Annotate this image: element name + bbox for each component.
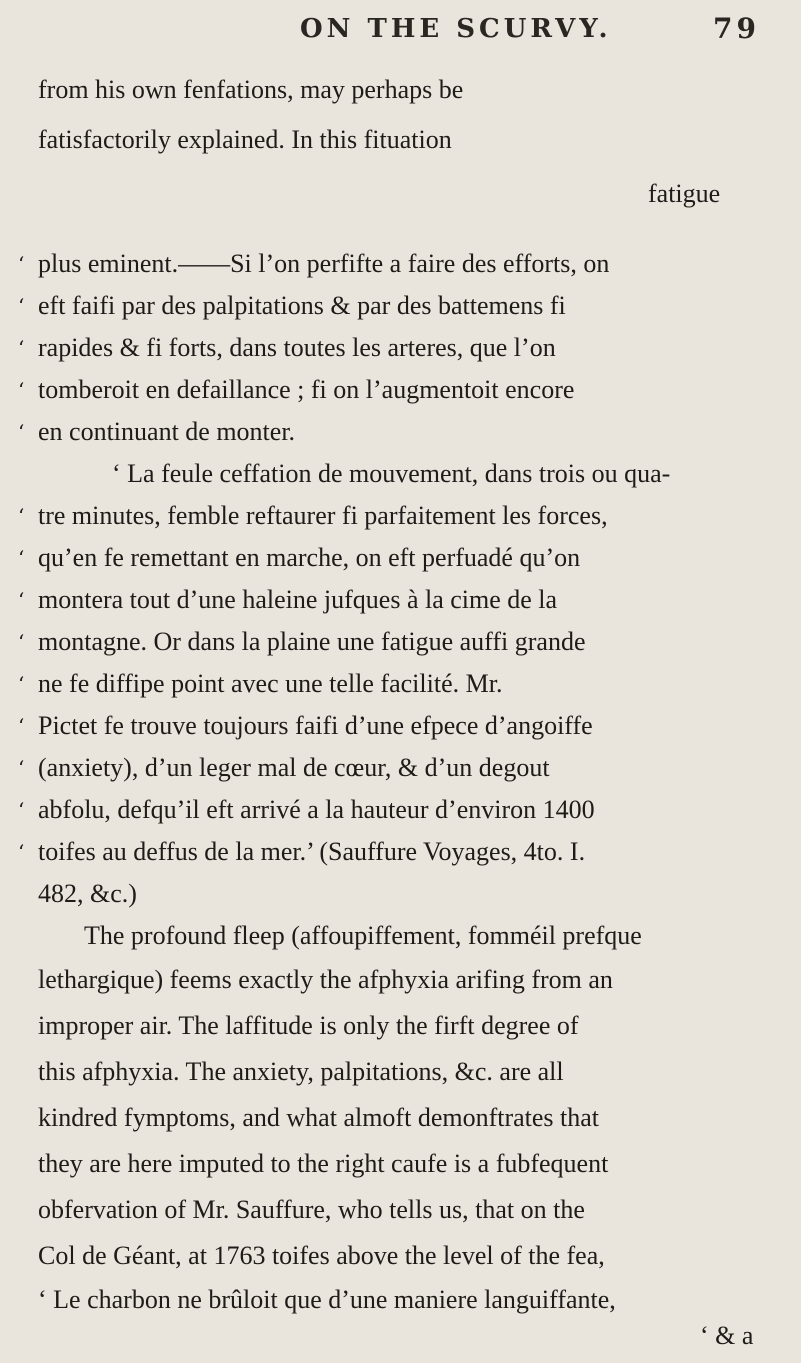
text-line: fatisfactorily explained. In this fituation (38, 125, 452, 154)
quote-mark: ‘ (18, 504, 25, 528)
quote-line: ‘ La feule ceffation de mouvement, dans trois ou qua- (112, 459, 671, 488)
text-line: improper air. The laffitude is only the firft degree of (38, 1011, 579, 1040)
quote-mark: ‘ (18, 252, 25, 276)
quote-line: plus eminent.——Si l’on perfifte a faire des efforts, on (38, 249, 610, 278)
catchword: fatigue (648, 179, 721, 208)
quote-mark: ‘ (18, 546, 25, 570)
text-line: obfervation of Mr. Sauffure, who tells us, that on the (38, 1195, 585, 1224)
quote-mark: ‘ (18, 714, 25, 738)
text-line: from his own fenfations, may perhaps be (38, 75, 464, 104)
quote-mark: ‘ (18, 840, 25, 864)
quote-line: abfolu, defqu’il eft arrivé a la hauteur d’environ 1400 (38, 795, 595, 824)
text-line: they are here imputed to the right caufe is a fubfequent (38, 1149, 609, 1178)
quote-mark: ‘ (18, 630, 25, 654)
quote-mark: ‘ (18, 672, 25, 696)
quote-line: eft faifi par des palpitations & par des battemens fi (38, 291, 566, 320)
page-number: 79 (713, 12, 760, 45)
quote-mark: ‘ (18, 588, 25, 612)
quote-mark: ‘ (18, 378, 25, 402)
quote-mark: ‘ (18, 756, 25, 780)
text-line: lethargique) feems exactly the afphyxia arifing from an (38, 965, 613, 994)
quote-line: tre minutes, femble reftaurer fi parfaitement les forces, (38, 501, 608, 530)
page-header (300, 12, 760, 52)
quote-line: tomberoit en defaillance ; fi on l’augmentoit encore (38, 375, 575, 404)
text-line: kindred fymptoms, and what almoft demonftrates that (38, 1103, 600, 1132)
catchword: ‘ & a (700, 1321, 754, 1350)
citation-end: 482, &c.) (38, 879, 137, 908)
quote-line: toifes au deffus de la mer.’ (Sauffure Voyages, 4to. I. (38, 837, 586, 866)
quote-mark: ‘ (18, 798, 25, 822)
quote-mark: ‘ (18, 294, 25, 318)
quote-line: montagne. Or dans la plaine une fatigue auffi grande (38, 627, 586, 656)
quote-line: Pictet fe trouve toujours faifi d’une efpece d’angoiffe (38, 711, 593, 740)
text-line: Col de Géant, at 1763 toifes above the level of the fea, (38, 1241, 605, 1270)
quote-line: rapides & fi forts, dans toutes les arteres, que l’on (38, 333, 556, 362)
text-line: The profound fleep (affoupiffement, fomméil prefque (84, 921, 642, 950)
quote-line: montera tout d’une haleine jufques à la cime de la (38, 585, 558, 614)
text-line: this afphyxia. The anxiety, palpitations, &c. are all (38, 1057, 564, 1086)
quote-mark: ‘ (18, 336, 25, 360)
text-line: ‘ Le charbon ne brûloit que d’une maniere languiffante, (38, 1285, 616, 1314)
quote-line: en continuant de monter. (38, 417, 296, 446)
running-head: ON THE SCURVY. (300, 14, 612, 44)
quote-line: (anxiety), d’un leger mal de cœur, & d’un degout (38, 753, 550, 782)
quote-mark: ‘ (18, 420, 25, 444)
quote-line: ne fe diffipe point avec une telle facilité. Mr. (38, 669, 503, 698)
quote-line: qu’en fe remettant en marche, on eft perfuadé qu’on (38, 543, 581, 572)
